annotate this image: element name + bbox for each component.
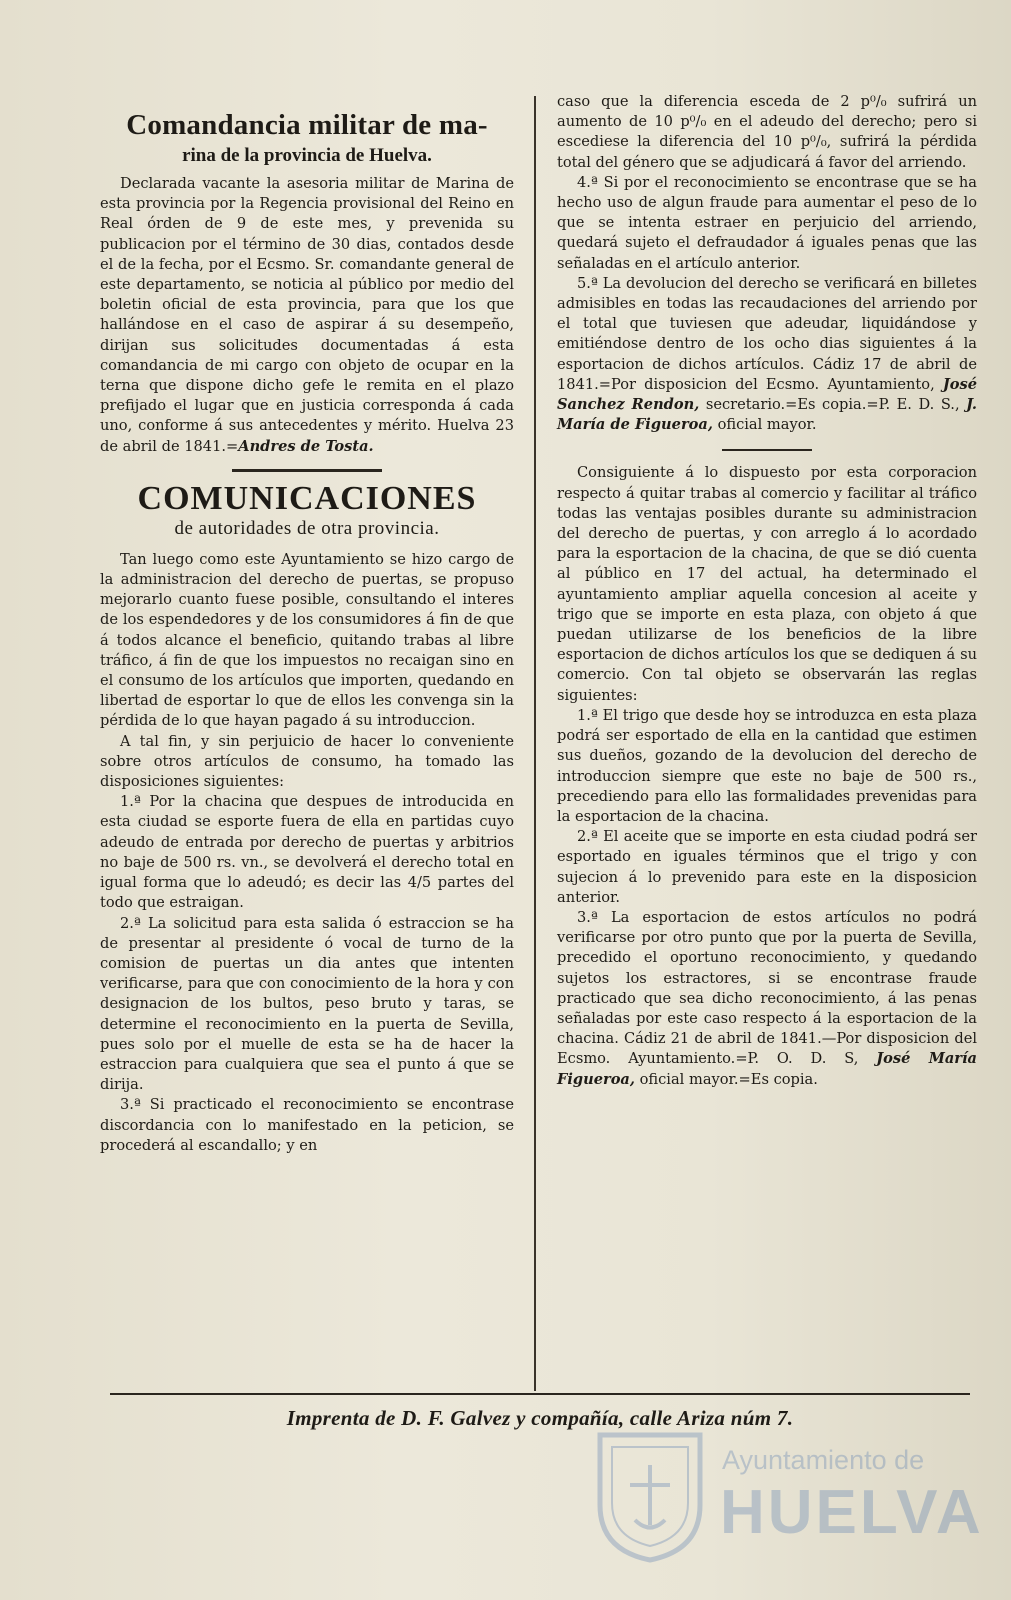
right-column	[557, 92, 977, 1090]
signature-sanchez: José Sanchez Rendon,	[557, 375, 977, 414]
signature-figueroa: J. María de Figueroa,	[557, 396, 977, 434]
continuation-paragraph: caso que la diferencia esceda de 2 p⁰/₀ sufrirá un aumento de 10 p⁰/₀ en el adeudo del derecho; pero si escediese la diferencia del 10 p⁰/₀, sufrirá la pérdida total del género que se adjudicará á favor del arriendo.	[557, 93, 977, 171]
signature-andres: Andres de Tosta.	[238, 437, 374, 455]
section-title-comandancia: Comandancia militar de ma-	[126, 109, 488, 141]
imprint-line: Imprenta de D. F. Galvez y compañía, calle Ariza núm 7.	[286, 1406, 794, 1430]
section-title-comunicaciones: COMUNICACIONES	[137, 479, 477, 517]
article-item: 3.ª Si practicado el reconocimiento se encontrase discordancia con lo manifestado en la peticion, se procederá al escandallo; y en	[100, 1096, 514, 1154]
paragraph: Consiguiente á lo dispuesto por esta corporacion respecto á quitar trabas al comercio y facilitar al tráfico todas las ventajas posibles durante su administracion del derecho de puertas, y con arreglo á lo acordado para la esportacion de la chacina, de que se dió cuenta al público en 17 del actual, ha determinado el ayuntamiento ampliar aquella concesion al aceite y trigo que se importe en esta plaza, con objeto á que puedan utilizarse de los beneficios de la libre esportacion de dichos artículos los que se dediquen á su comercio. Con tal objeto se observarán las reglas siguientes:	[557, 464, 977, 704]
section-subtitle-comunicaciones: de autoridades de otra provincia.	[174, 517, 440, 539]
footer-rule	[110, 1393, 970, 1395]
paragraph: Tan luego como este Ayuntamiento se hizo cargo de la administracion del derecho de puertas, se propuso mejorarlo cuanto fuese posible, consultando el interes de los espendedores y de los consumidores á fin de que á todos alcance el beneficio, quitando trabas al libre tráfico, á fin de que los impuestos no recaigan sino en el consumo de los artículos que importen, quedando en libertad de esportar lo que de ellos les convenga sin la pérdida de lo que hayan pagado á su introduccion.	[100, 550, 514, 730]
section-divider-rule	[232, 469, 382, 472]
article-item: 2.ª La solicitud para esta salida ó estraccion se ha de presentar al presidente ó vocal de turno de la comision de puertas un dia antes que intenten verificarse, para que con conocimiento de la hora y con designacion de los bultos, peso bruto y taras, se determine el reconocimiento en la puerta de Sevilla, pues solo por el muelle de esta se ha de hacer la estraccion para cualquiera que sea el punto á que se dirija.	[100, 914, 514, 1094]
section-subtitle-comandancia: rina de la provincia de Huelva.	[182, 145, 432, 166]
column-divider	[534, 96, 536, 1391]
watermark-line-2: HUELVA	[720, 1478, 984, 1547]
article-item: 1.ª El trigo que desde hoy se introduzca en esta plaza podrá ser esportado de ella en la cantidad que estimen sus dueños, gozando de la devolucion del derecho de introduccion siempre que este no baje de 500 rs., precediendo para ello las formalidades prevenidas para la esportacion de la chacina.	[557, 706, 977, 825]
article-item: 2.ª El aceite que se importe en esta ciudad podrá ser esportado en iguales términos que el trigo y con sujecion á lo prevenido para este en la disposicion anterior.	[557, 828, 977, 906]
section-divider-rule	[722, 449, 812, 451]
article-item: 1.ª Por la chacina que despues de introducida en esta ciudad se esporte fuera de ella en partidas cuyo adeudo de entrada por derecho de puertas y arbitrios no baje de 500 rs. vn., se devolverá el derecho total en igual forma que lo adeudó; es decir las 4/5 partes del todo que estraigan.	[100, 793, 514, 912]
watermark-line-1: Ayuntamiento de	[722, 1445, 925, 1475]
article-item: 3.ª La esportacion de estos artículos no podrá verificarse por otro punto que por la puerta de Sevilla, precedido el oportuno reconocimiento, y quedando sujetos los estractores, si se encontrase fraude practicado que sea dicho reconocimiento, á las penas señaladas por este caso respecto á la esportacion de la chacina. Cádiz 21 de abril de 1841.—Por disposicion del Ecsmo. Ayuntamiento.=P. O. D. S, José María Figueroa, oficial mayor.=Es copia.	[557, 908, 977, 1088]
article-item: 5.ª La devolucion del derecho se verificará en billetes admisibles en todas las recaudaciones del arriendo por el total que tuviesen que adeudar, liquidándose y emitiéndose dentro de los ocho dias siguientes á la esportacion de dichos artículos. Cádiz 17 de abril de 1841.=Por disposicion del Ecsmo. Ayuntamiento, José Sanchez Rendon, secretario.=Es copia.=P. E. D. S., J. María de Figueroa, oficial mayor.	[557, 274, 977, 434]
article-item: 4.ª Si por el reconocimiento se encontrase que se ha hecho uso de algun fraude para aumentar el peso de lo que se intenta estraer en perjuicio del arriendo, quedará sujeto el defraudador á iguales penas que las señaladas en el artículo anterior.	[557, 173, 977, 272]
paragraph: A tal fin, y sin perjuicio de hacer lo conveniente sobre otros artículos de consumo, ha tomado las disposiciones siguientes:	[100, 732, 514, 791]
coat-of-arms-icon	[590, 1425, 710, 1565]
signature-figueroa-2: José María Figueroa,	[557, 1050, 977, 1088]
comandancia-body: Declarada vacante la asesoria militar de Marina de esta provincia por la Regencia provisional del Reino en Real órden de 9 de este mes, y prevenida su publicacion por el término de 30 dias, contados desde el de la fecha, por el Ecsmo. Sr. comandante general de este departamento, se noticia al público por medio del boletin oficial de esta provincia, para que los que hallándose en el caso de aspirar á su desempeño, dirijan sus solicitudes documentadas á esta comandancia de mi cargo con objeto de ocupar en la terna que dispone dicho gefe le remita en el plazo prefijado el lugar que en justicia corresponda á cada uno, conforme á sus antecedentes y mérito. Huelva 23 de abril de 1841.=Andres de Tosta.	[100, 175, 514, 455]
left-column	[100, 96, 514, 1156]
archive-watermark	[590, 1425, 984, 1565]
